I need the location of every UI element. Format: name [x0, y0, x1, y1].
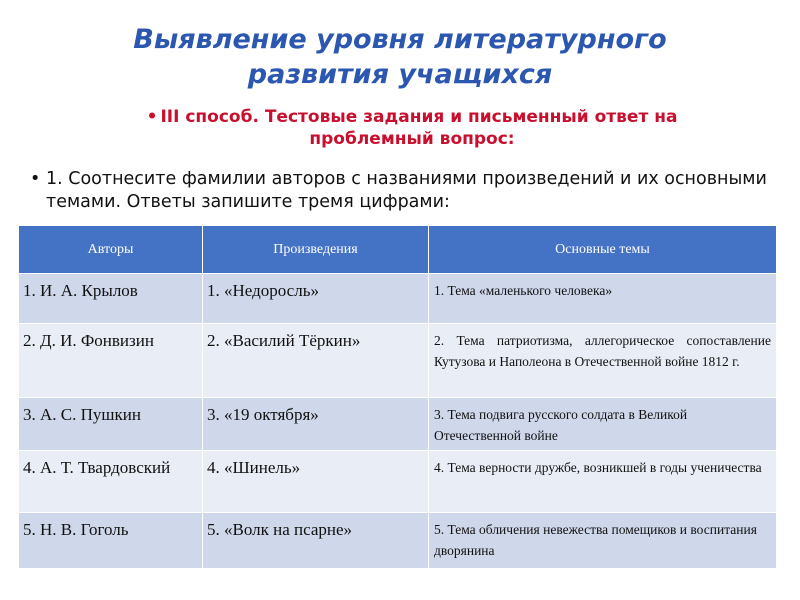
title-line-2: развития учащихся — [247, 59, 553, 90]
theme-cell: 5. Тема обличения невежества помещиков и воспитания дворянина — [429, 513, 777, 569]
task-instruction — [30, 168, 780, 214]
theme-cell: 3. Тема подвига русского солдата в Великой Отечественной войне — [429, 398, 777, 451]
theme-cell: 4. Тема верности дружбе, возникшей в годы ученичества — [429, 451, 777, 513]
bullet-icon: • — [30, 169, 41, 189]
table-row — [19, 274, 777, 324]
work-cell: 2. «Василий Тёркин» — [203, 324, 429, 398]
title-line-1: Выявление уровня литературного — [133, 24, 667, 55]
theme-cell: 2. Тема патриотизма, аллегорическое сопоставление Кутузова и Наполеона в Отечественной войне 1812 г. — [429, 324, 777, 398]
slide-title — [0, 22, 800, 92]
task-text: 1. Соотнесите фамилии авторов с названиями произведений и их основными темами. Ответы запишите тремя цифрами: — [46, 169, 767, 212]
table-header-row — [19, 226, 777, 274]
table-row — [19, 324, 777, 398]
work-cell: 4. «Шинель» — [203, 451, 429, 513]
author-cell: 2. Д. И. Фонвизин — [19, 324, 203, 398]
header-authors: Авторы — [19, 226, 203, 274]
work-cell: 1. «Недоросль» — [203, 274, 429, 324]
bullet-icon: • — [146, 107, 158, 127]
table-row — [19, 513, 777, 569]
method-heading — [92, 106, 732, 150]
work-cell: 5. «Волк на псарне» — [203, 513, 429, 569]
header-themes: Основные темы — [429, 226, 777, 274]
author-cell: 5. Н. В. Гоголь — [19, 513, 203, 569]
method-text: III способ. Тестовые задания и письменный ответ на проблемный вопрос: — [160, 107, 678, 149]
table-row — [19, 451, 777, 513]
theme-cell: 1. Тема «маленького человека» — [429, 274, 777, 324]
header-works: Произведения — [203, 226, 429, 274]
author-cell: 1. И. А. Крылов — [19, 274, 203, 324]
table-row — [19, 398, 777, 451]
author-cell: 3. А. С. Пушкин — [19, 398, 203, 451]
matching-table — [18, 225, 777, 569]
work-cell: 3. «19 октября» — [203, 398, 429, 451]
author-cell: 4. А. Т. Твардовский — [19, 451, 203, 513]
